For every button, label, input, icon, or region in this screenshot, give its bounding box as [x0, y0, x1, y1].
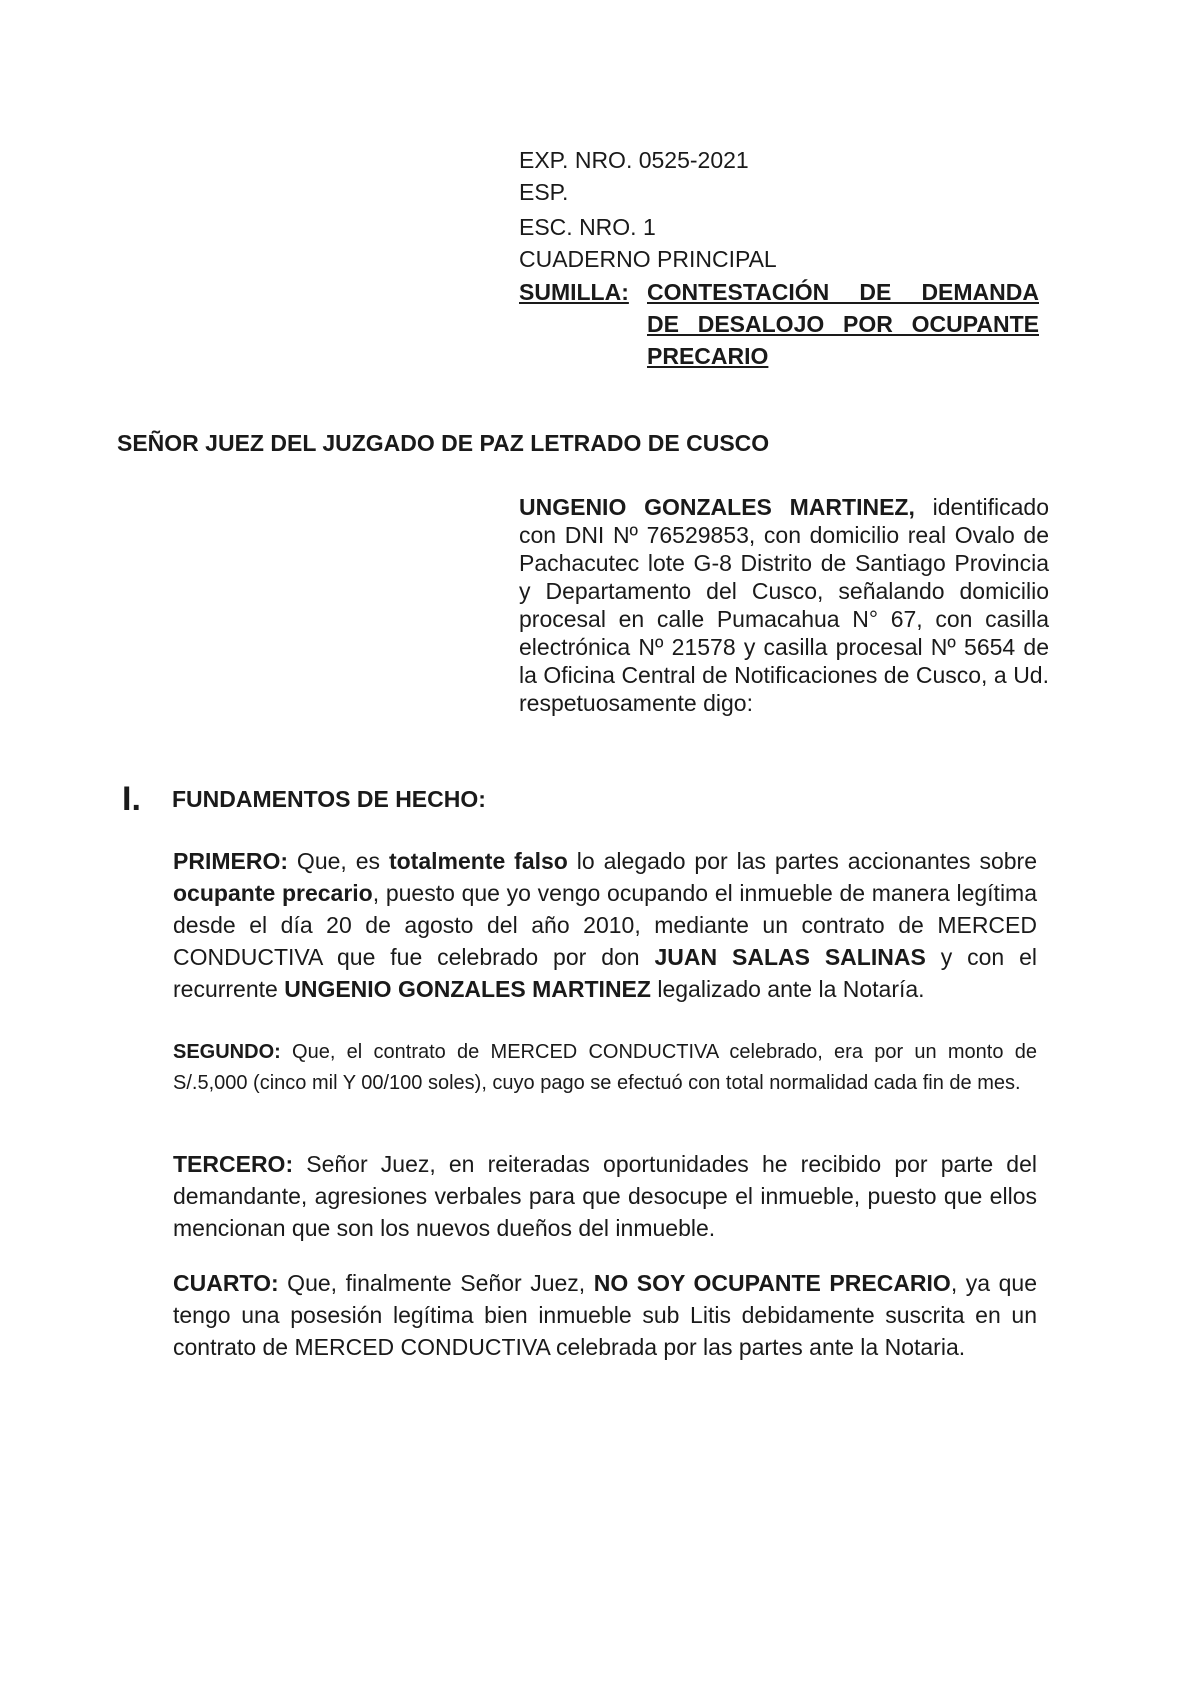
- paragraph-cuarto: [173, 1267, 1037, 1363]
- primero-label: PRIMERO:: [173, 848, 288, 874]
- primero-bold-4: UNGENIO GONZALES MARTINEZ: [284, 976, 651, 1002]
- primero-bold-2: ocupante precario: [173, 880, 373, 906]
- cuarto-text-1: Que, finalmente Señor Juez,: [278, 1270, 594, 1296]
- cuarto-text-2: , ya que tengo una posesión legítima bien inmueble sub Litis debidamente suscrita en un contrato de MERCED CONDUCTIVA celebrada por las partes ante la Notaria.: [173, 1270, 1037, 1360]
- section-title: FUNDAMENTOS DE HECHO:: [172, 786, 486, 812]
- sumilla-block: [519, 276, 1039, 372]
- segundo-text: Que, el contrato de MERCED CONDUCTIVA celebrado, era por un monto de S/.5,000 (cinco mil Y 00/100 soles), cuyo pago se efectuó con total normalidad cada fin de mes.: [173, 1041, 1037, 1094]
- paragraph-tercero: [173, 1148, 1037, 1244]
- cuarto-bold-1: NO SOY OCUPANTE PRECARIO: [593, 1270, 951, 1296]
- tercero-text: Señor Juez, en reiteradas oportunidades he recibido por parte del demandante, agresiones verbales para que desocupe el inmueble, puesto que ellos mencionan que son los nuevos dueños del inmueble.: [173, 1151, 1037, 1241]
- primero-bold-3: JUAN SALAS SALINAS: [654, 944, 926, 970]
- intro-text: identificado con DNI Nº 76529853, con domicilio real Ovalo de Pachacutec lote G-8 Distrito de Santiago Provincia y Departamento del Cusco, señalando domicilio procesal en calle Pumacahua N° 67, con casilla electrónica Nº 21578 y casilla procesal Nº 5654 de la Oficina Central de Notificaciones de Cusco, a Ud. respetuosamente digo:: [519, 494, 1049, 716]
- primero-text-1: Que, es: [288, 848, 389, 874]
- section-number: I.: [122, 780, 141, 818]
- cuarto-label: CUARTO:: [173, 1270, 279, 1296]
- intro-paragraph: [519, 493, 1049, 717]
- primero-bold-1: totalmente falso: [388, 848, 568, 874]
- primero-text-4: y con el recurrente: [173, 944, 1037, 1002]
- sumilla-line-1: CONTESTACIÓN DE DEMANDA: [647, 279, 1039, 305]
- tercero-label: TERCERO:: [173, 1151, 294, 1177]
- addressee: SEÑOR JUEZ DEL JUZGADO DE PAZ LETRADO DE CUSCO: [117, 430, 770, 456]
- sumilla-label: SUMILLA:: [519, 279, 629, 305]
- segundo-label: SEGUNDO:: [173, 1041, 281, 1063]
- sumilla-line-3: PRECARIO: [647, 343, 769, 369]
- paragraph-segundo: [173, 1037, 1037, 1099]
- primero-text-3: , puesto que yo vengo ocupando el inmueble de manera legítima desde el día 20 de agosto del año 2010, mediante un contrato de MERCED CONDUCTIVA que fue celebrado por don: [173, 880, 1038, 970]
- plaintiff-name: UNGENIO GONZALES MARTINEZ,: [519, 494, 915, 520]
- section-heading: [122, 780, 486, 819]
- case-header: [519, 144, 1039, 275]
- paragraph-primero: [173, 845, 1037, 1005]
- specialist: ESP.: [519, 179, 569, 205]
- notebook: CUADERNO PRINCIPAL: [519, 246, 777, 272]
- primero-text-5: legalizado ante la Notaría.: [650, 976, 925, 1002]
- case-number: EXP. NRO. 0525-2021: [519, 147, 749, 173]
- sumilla-line-2: DE DESALOJO POR OCUPANTE: [647, 311, 1039, 337]
- brief-number: ESC. NRO. 1: [519, 214, 656, 240]
- primero-text-2: lo alegado por las partes accionantes sobre: [567, 848, 1037, 874]
